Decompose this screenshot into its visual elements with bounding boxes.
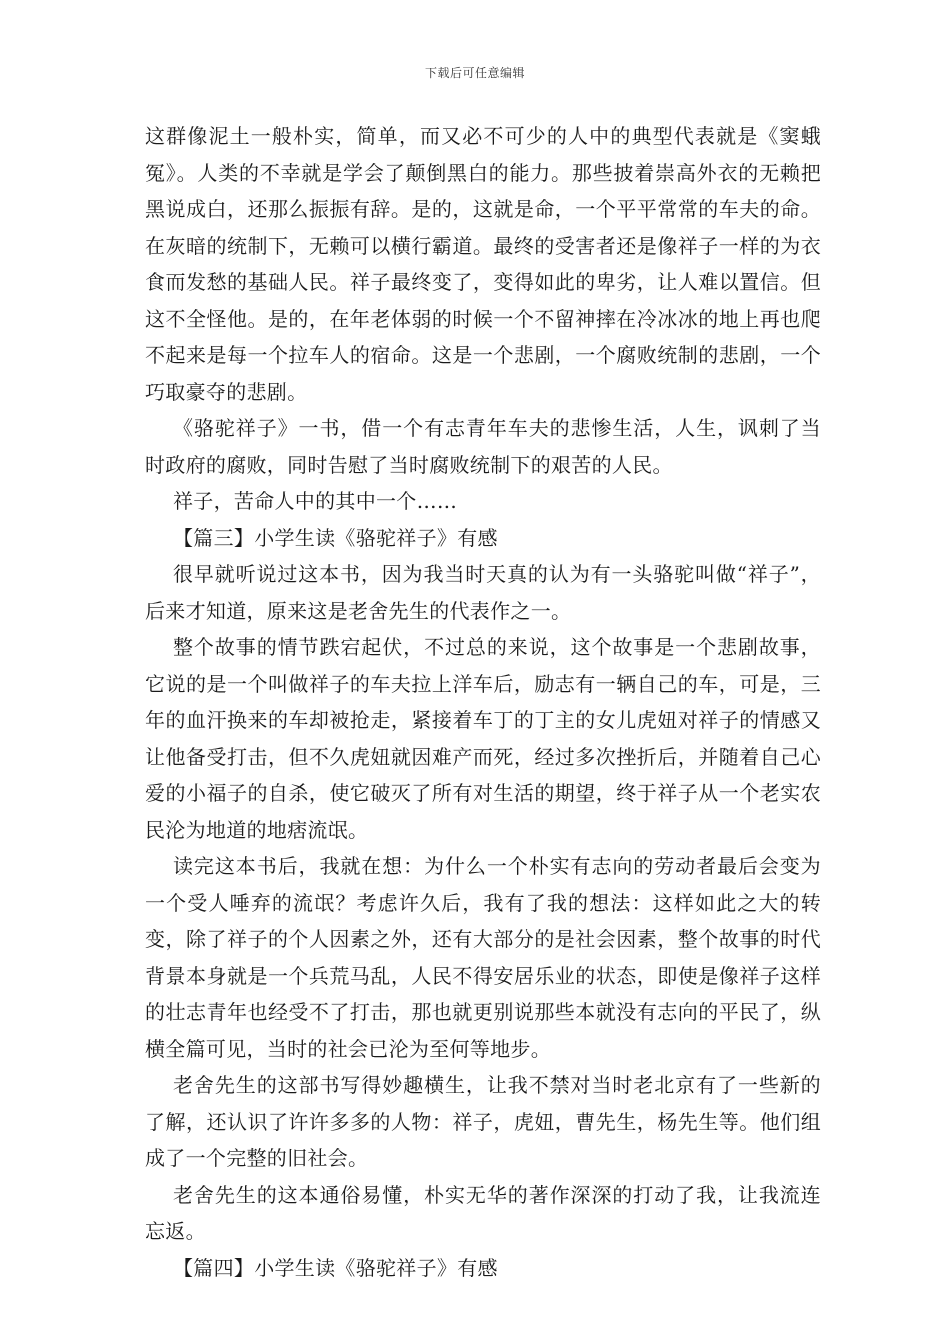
paragraph-7: 老舍先生的这部书写得妙趣横生，让我不禁对当时老北京有了一些新的了解，还认识了许许多多的人物：祥子，虎妞，曹先生，杨先生等。他们组成了一个完整的旧社会。	[145, 1073, 821, 1170]
paragraph-4: 很早就听说过这本书，因为我当时天真的认为有一头骆驼叫做“祥子”，后来才知道，原来这是老舍先生的代表作之一。	[145, 562, 821, 623]
paragraph-2: 《骆驼祥子》一书，借一个有志青年车夫的悲惨生活，人生，讽刺了当时政府的腐败，同时告慰了当时腐败统制下的艰苦的人民。	[145, 416, 821, 477]
page-header: 下载后可任意编辑	[424, 66, 525, 80]
paragraph-8: 老舍先生的这本通俗易懂，朴实无华的著作深深的打动了我，让我流连忘返。	[145, 1182, 821, 1243]
document-body	[145, 118, 821, 1286]
paragraph-1: 这群像泥土一般朴实，简单，而又必不可少的人中的典型代表就是《窦蛾冤》。人类的不幸就是学会了颠倒黑白的能力。那些披着崇高外衣的无赖把黑说成白，还那么振振有辞。是的，这就是命，一个平平常常的车夫的命。在灰暗的统制下，无赖可以横行霸道。最终的受害者还是像祥子一样的为衣食而发愁的基础人民。祥子最终变了，变得如此的卑劣，让人难以置信。但这不全怪他。是的，在年老体弱的时候一个不留神摔在冷冰冰的地上再也爬不起来是每一个拉车人的宿命。这是一个悲剧，一个腐败统制的悲剧，一个巧取豪夺的悲剧。	[145, 124, 821, 404]
paragraph-6: 读完这本书后，我就在想：为什么一个朴实有志向的劳动者最后会变为一个受人唾弃的流氓？考虑许久后，我有了我的想法：这样如此之大的转变，除了祥子的个人因素之外，还有大部分的是社会因素，整个故事的时代背景本身就是一个兵荒马乱，人民不得安居乐业的状态，即使是像祥子这样的壮志青年也经受不了打击，那也就更别说那些本就没有志向的平民了，纵横全篇可见，当时的社会已沦为至何等地步。	[145, 854, 821, 1061]
section-heading-3: 【篇三】小学生读《骆驼祥子》有感	[173, 525, 498, 550]
paragraph-3: 祥子，苦命人中的其中一个……	[173, 489, 458, 513]
section-heading-4: 【篇四】小学生读《骆驼祥子》有感	[173, 1255, 498, 1280]
paragraph-5: 整个故事的情节跌宕起伏，不过总的来说，这个故事是一个悲剧故事，它说的是一个叫做祥子的车夫拉上洋车后，励志有一辆自己的车，可是，三年的血汗换来的车却被抢走，紧接着车丁的丁主的女儿虎妞对祥子的情感又让他备受打击，但不久虎妞就因难产而死，经过多次挫折后，并随着自己心爱的小福子的自杀，使它破灭了所有对生活的期望，终于祥子从一个老实农民沦为地道的地痞流氓。	[145, 635, 821, 842]
